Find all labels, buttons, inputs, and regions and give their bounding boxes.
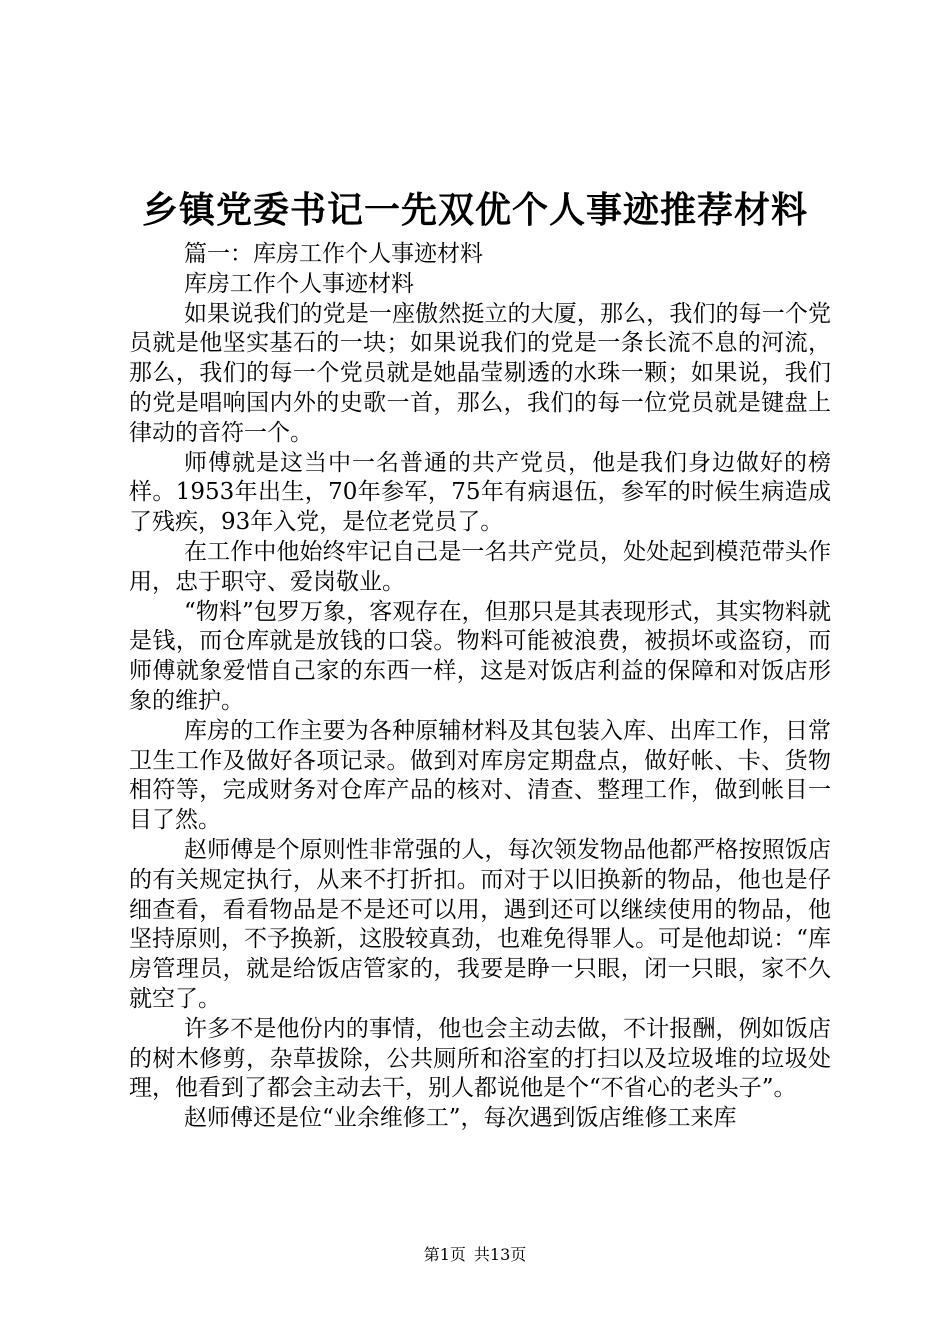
paragraph: 库房的工作主要为各种原辅材料及其包装入库、出库工作，日常卫生工作及做好各项记录。做到对库房定期盘点，做好帐、卡、货物相符等，完成财务对仓库产品的核对、清查、整理工作，做到帐目一目了然。 <box>129 717 831 834</box>
page-total: 共13页 <box>473 1245 527 1264</box>
subheading: 库房工作个人事迹材料 <box>184 270 414 297</box>
document-title: 乡镇党委书记一先双优个人事迹推荐材料 <box>141 189 808 231</box>
page-number: 第1页 <box>423 1245 466 1264</box>
page-footer <box>0 1244 950 1266</box>
section-heading: 篇一：库房工作个人事迹材料 <box>184 241 483 267</box>
paragraph: 在工作中他始终牢记自己是一名共产党员，处处起到模范带头作用，忠于职守、爱岗敬业。 <box>129 538 831 595</box>
paragraph: 师傅就是这当中一名普通的共产党员，他是我们身边做好的榜样。1953年出生，70年参军，75年有病退伍，参军的时候生病造成了残疾，93年入党，是位老党员了。 <box>129 449 831 536</box>
document-body <box>129 240 831 1134</box>
paragraph: 许多不是他份内的事情，他也会主动去做，不计报酬，例如饭店的树木修剪，杂草拔除，公共厕所和浴室的打扫以及垃圾堆的垃圾处理，他看到了都会主动去干，别人都说他是个“不省心的老头子”。 <box>129 1015 831 1102</box>
paragraph: 赵师傅是个原则性非常强的人，每次领发物品他都严格按照饭店的有关规定执行，从来不打折扣。而对于以旧换新的物品，他也是仔细查看，看看物品是不是还可以用，遇到还可以继续使用的物品，他坚持原则，不予换新，这股较真劲，也难免得罪人。可是他却说：“库房管理员，就是给饭店管家的，我要是睁一只眼，闭一只眼，家不久就空了。 <box>129 836 831 1012</box>
paragraph: 如果说我们的党是一座傲然挺立的大厦，那么，我们的每一个党员就是他坚实基石的一块；如果说我们的党是一条长流不息的河流，那么，我们的每一个党员就是她晶莹剔透的水珠一颗；如果说，我们的党是唱响国内外的史歌一首，那么，我们的每一位党员就是键盘上律动的音符一个。 <box>129 300 831 446</box>
paragraph: 赵师傅还是位“业余维修工”，每次遇到饭店维修工来库 <box>184 1105 737 1132</box>
paragraph: “物料”包罗万象，客观存在，但那只是其表现形式，其实物料就是钱，而仓库就是放钱的口袋。物料可能被浪费，被损坏或盗窃，而师傅就象爱惜自己家的东西一样，这是对饭店利益的保障和对饭店形象的维护。 <box>129 598 831 714</box>
